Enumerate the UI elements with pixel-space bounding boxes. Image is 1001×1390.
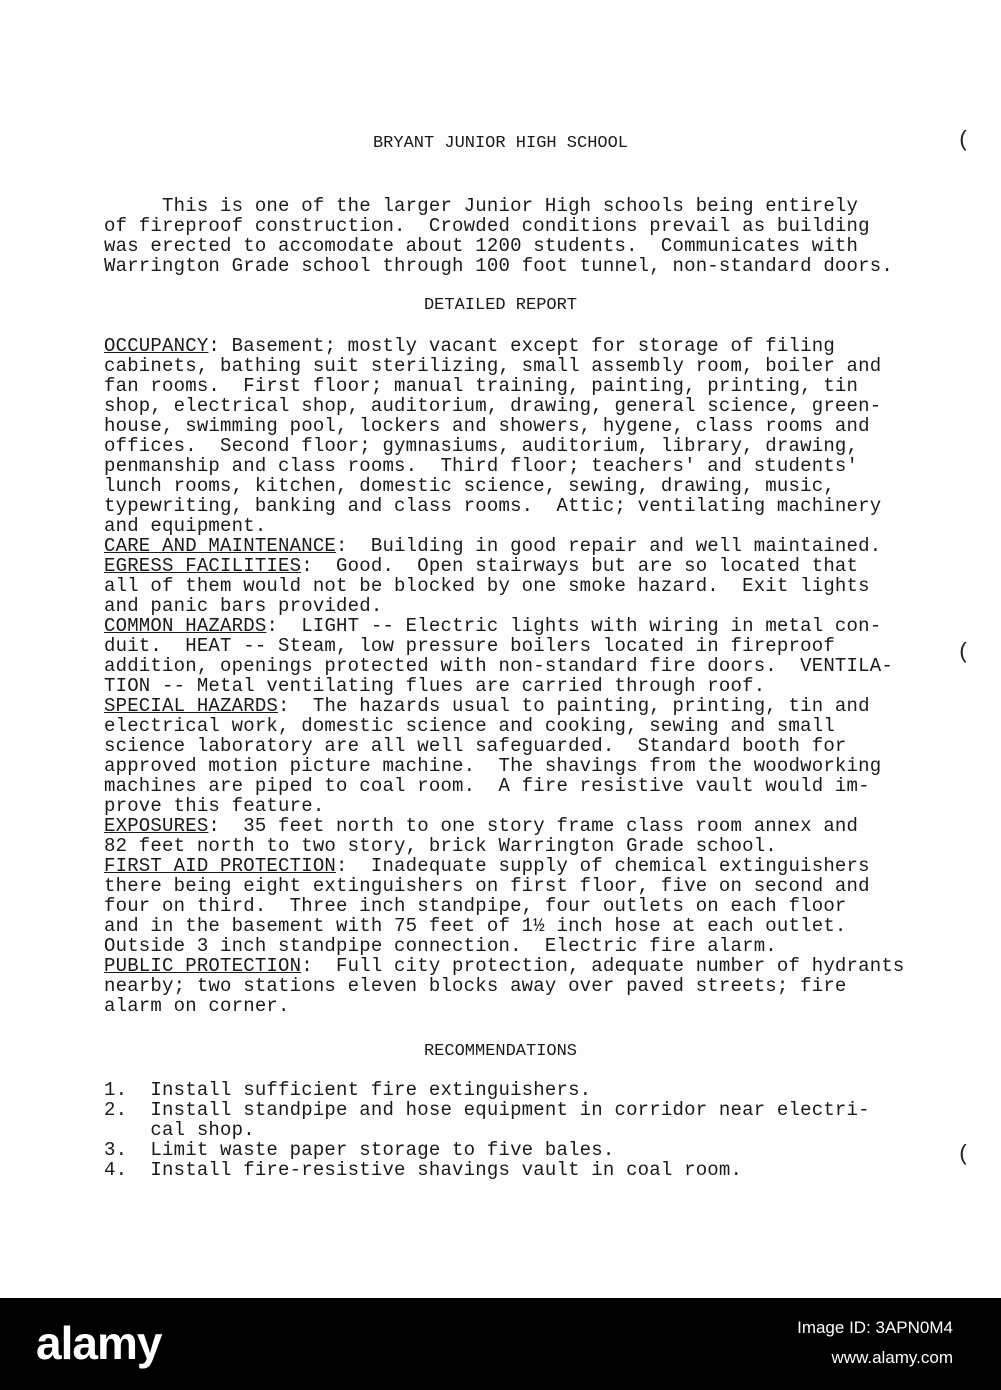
- section-text: offices. Second floor; gymnasiums, auditorium, library, drawing,: [104, 435, 859, 457]
- report-line: [104, 896, 847, 916]
- report-line: [104, 516, 266, 536]
- section-label: FIRST AID PROTECTION: [104, 855, 337, 877]
- section-text: all of them would not be blocked by one smoke hazard. Exit lights: [104, 575, 870, 597]
- section-text: and equipment.: [104, 515, 267, 537]
- section-label: EXPOSURES: [104, 815, 209, 837]
- recommendation-item: 4. Install fire-resistive shavings vault in coal room.: [104, 1159, 743, 1181]
- section-text: alarm on corner.: [104, 995, 290, 1017]
- report-line: [104, 496, 881, 516]
- report-line: [104, 596, 382, 616]
- report-line: [104, 996, 290, 1016]
- intro-line: Warrington Grade school through 100 foot tunnel, non-standard doors.: [104, 255, 893, 277]
- report-line: [104, 836, 777, 856]
- section-label: OCCUPANCY: [104, 335, 209, 357]
- section-label: CARE AND MAINTENANCE: [104, 535, 337, 557]
- section-text: machines are piped to coal room. A fire resistive vault would im-: [104, 775, 870, 797]
- section-text: : Building in good repair and well maintained.: [336, 535, 882, 557]
- footer-bar: [0, 1298, 1001, 1390]
- report-line: [104, 856, 870, 876]
- report-line: [104, 436, 858, 456]
- intro-line: was erected to accomodate about 1200 students. Communicates with: [104, 235, 859, 257]
- report-line: [104, 376, 858, 396]
- section-text: Outside 3 inch standpipe connection. Electric fire alarm.: [104, 935, 777, 957]
- margin-mark: (: [957, 640, 971, 665]
- report-line: [104, 816, 858, 836]
- report-line: [104, 716, 835, 736]
- report-line: [104, 676, 765, 696]
- report-line: [104, 636, 835, 656]
- recommendation-item: 3. Limit waste paper storage to five bales.: [104, 1139, 615, 1161]
- section-text: addition, openings protected with non-standard fire doors. VENTILA-: [104, 655, 893, 677]
- section-text: there being eight extinguishers on first floor, five on second and: [104, 875, 870, 897]
- section-text: prove this feature.: [104, 795, 325, 817]
- document-title: BRYANT JUNIOR HIGH SCHOOL: [372, 134, 629, 153]
- alamy-logo: alamy: [36, 1317, 162, 1369]
- report-line: [104, 756, 881, 776]
- report-line: [104, 876, 870, 896]
- report-line: [104, 976, 847, 996]
- site-url: www.alamy.com: [831, 1348, 953, 1367]
- report-line: [104, 736, 847, 756]
- section-text: 82 feet north to two story, brick Warrington Grade school.: [104, 835, 777, 857]
- section-text: electrical work, domestic science and cooking, sewing and small: [104, 715, 835, 737]
- section-text: penmanship and class rooms. Third floor; teachers' and students': [104, 455, 859, 477]
- report-line: [104, 456, 858, 476]
- report-line: [104, 356, 881, 376]
- section-text: nearby; two stations eleven blocks away over paved streets; fire: [104, 975, 847, 997]
- section-text: : Inadequate supply of chemical extinguishers: [336, 855, 870, 877]
- section-text: fan rooms. First floor; manual training, painting, printing, tin: [104, 375, 859, 397]
- report-line: [104, 576, 870, 596]
- section-text: : 35 feet north to one story frame class room annex and: [208, 815, 859, 837]
- recommendation-item: cal shop.: [104, 1119, 255, 1141]
- image-id: Image ID: 3APN0M4: [797, 1318, 953, 1337]
- section-text: : Basement; mostly vacant except for storage of filing: [208, 335, 835, 357]
- section-label: SPECIAL HAZARDS: [104, 695, 279, 717]
- section-text: lunch rooms, kitchen, domestic science, sewing, drawing, music,: [104, 475, 835, 497]
- section-text: duit. HEAT -- Steam, low pressure boilers located in fireproof: [104, 635, 835, 657]
- intro-line: This is one of the larger Junior High schools being entirely: [104, 195, 859, 217]
- report-line: [104, 416, 870, 436]
- section-text: and in the basement with 75 feet of 1½ inch hose at each outlet.: [104, 915, 847, 937]
- report-line: [104, 556, 858, 576]
- report-line: [104, 476, 835, 496]
- section-text: TION -- Metal ventilating flues are carried through roof.: [104, 675, 766, 697]
- margin-mark: (: [957, 1142, 971, 1167]
- report-line: [104, 616, 881, 636]
- report-line: [104, 536, 881, 556]
- report-line: [104, 916, 847, 936]
- report-line: [104, 956, 905, 976]
- section-text: approved motion picture machine. The shavings from the woodworking: [104, 755, 882, 777]
- recommendations-heading: RECOMMENDATIONS: [423, 1042, 578, 1061]
- report-line: [104, 336, 835, 356]
- section-text: and panic bars provided.: [104, 595, 383, 617]
- report-line: [104, 796, 324, 816]
- section-label: COMMON HAZARDS: [104, 615, 267, 637]
- section-text: : Good. Open stairways but are so located that: [301, 555, 859, 577]
- section-text: typewriting, banking and class rooms. Attic; ventilating machinery: [104, 495, 882, 517]
- section-text: science laboratory are all well safeguarded. Standard booth for: [104, 735, 847, 757]
- report-line: [104, 396, 881, 416]
- section-text: house, swimming pool, lockers and showers, hygene, class rooms and: [104, 415, 870, 437]
- report-line: [104, 776, 870, 796]
- report-line: [104, 696, 870, 716]
- report-line: [104, 656, 893, 676]
- section-text: shop, electrical shop, auditorium, drawing, general science, green-: [104, 395, 882, 417]
- section-label: EGRESS FACILITIES: [104, 555, 302, 577]
- intro-line: of fireproof construction. Crowded conditions prevail as building: [104, 215, 870, 237]
- recommendation-item: 2. Install standpipe and hose equipment in corridor near electri-: [104, 1099, 870, 1121]
- section-text: cabinets, bathing suit sterilizing, small assembly room, boiler and: [104, 355, 882, 377]
- section-text: : Full city protection, adequate number of hydrants: [301, 955, 905, 977]
- section-text: four on third. Three inch standpipe, four outlets on each floor: [104, 895, 847, 917]
- section-text: : The hazards usual to painting, printing, tin and: [278, 695, 870, 717]
- recommendation-item: 1. Install sufficient fire extinguishers.: [104, 1079, 592, 1101]
- section-label: PUBLIC PROTECTION: [104, 955, 302, 977]
- report-line: [104, 936, 777, 956]
- section-text: : LIGHT -- Electric lights with wiring in metal con-: [266, 615, 882, 637]
- detailed-report-heading: DETAILED REPORT: [423, 296, 578, 315]
- margin-mark: (: [957, 128, 971, 153]
